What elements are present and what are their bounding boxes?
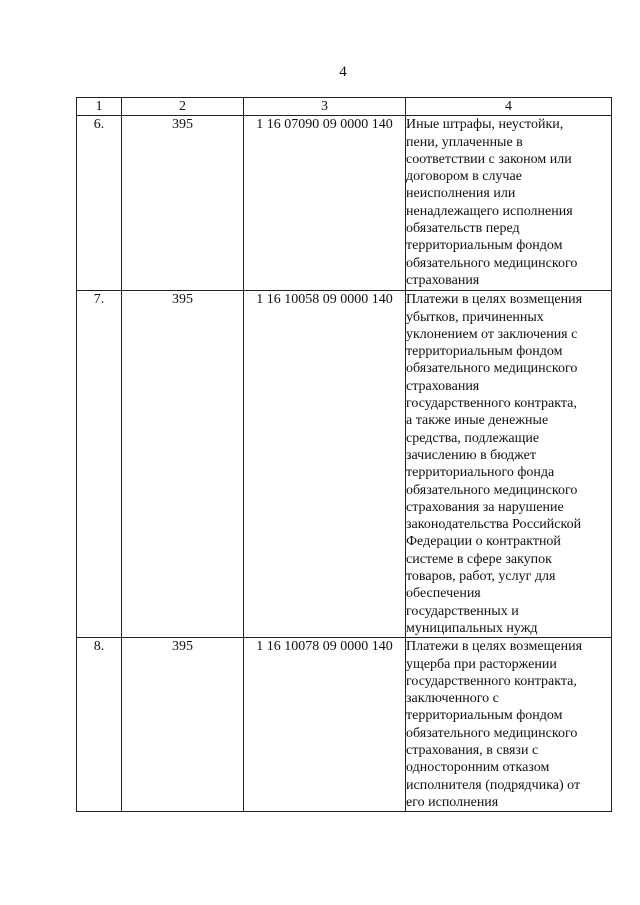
description-line: Платежи в целях возмещения	[406, 639, 583, 655]
description-line: обязательного медицинского	[406, 361, 578, 377]
description-line: односторонним отказом	[406, 760, 550, 776]
income-code: 1 16 07090 09 0000 140	[244, 116, 406, 291]
table-row	[77, 116, 612, 291]
description-line: государственного контракта,	[406, 673, 577, 689]
description-line: обеспечения	[406, 586, 481, 602]
income-code: 1 16 10058 09 0000 140	[244, 291, 406, 638]
description-line: обязательного медицинского	[406, 255, 578, 271]
admin-code: 395	[122, 291, 244, 638]
description-line: Иные штрафы, неустойки,	[406, 117, 564, 133]
row-number: 8.	[77, 638, 122, 812]
admin-code: 395	[122, 116, 244, 291]
description-line: системе в сфере закупок	[406, 551, 552, 567]
description-line: договором в случае	[406, 169, 522, 185]
description-line: территориального фонда	[406, 465, 555, 481]
description-line: уклонением от заключения с	[406, 326, 578, 342]
description-line: ущерба при расторжении	[406, 656, 557, 672]
description-line: государственных и	[406, 603, 519, 619]
description-line: территориальным фондом	[406, 344, 563, 360]
description-line: неисполнения или	[406, 186, 516, 202]
income-code: 1 16 10078 09 0000 140	[244, 638, 406, 812]
description-line: территориальным фондом	[406, 708, 563, 724]
description-line: страхования	[406, 378, 480, 394]
table-row	[77, 291, 612, 638]
description-line: заключенного с	[406, 691, 499, 707]
table-header-row	[77, 98, 612, 116]
income-description	[406, 116, 612, 291]
page-number: 4	[339, 64, 347, 80]
description-line: товаров, работ, услуг для	[406, 569, 556, 585]
description-line: убытков, причиненных	[406, 309, 544, 325]
description-line: страхования за нарушение	[406, 499, 564, 515]
description-line: зачислению в бюджет	[406, 447, 536, 463]
description-line: средства, подлежащие	[406, 430, 540, 446]
description-line: а также иные денежные	[406, 413, 549, 429]
description-line: страхования, в связи с	[406, 743, 539, 759]
column-header-2: 2	[122, 98, 244, 116]
description-line: муниципальных нужд	[406, 620, 538, 636]
description-line: обязательств перед	[406, 221, 520, 237]
table-row	[77, 638, 612, 812]
description-line: пени, уплаченные в	[406, 134, 523, 150]
description-line: его исполнения	[406, 794, 499, 810]
description-line: страхования	[406, 272, 480, 288]
description-line: государственного контракта,	[406, 396, 577, 412]
description-line: исполнителя (подрядчика) от	[406, 777, 581, 793]
description-line: соответствии с законом или	[406, 151, 572, 167]
description-line: обязательного медицинского	[406, 482, 578, 498]
income-description	[406, 291, 612, 638]
column-header-3: 3	[244, 98, 406, 116]
description-line: территориальным фондом	[406, 238, 563, 254]
column-header-4: 4	[406, 98, 612, 116]
row-number: 6.	[77, 116, 122, 291]
description-line: Федерации о контрактной	[406, 534, 561, 550]
description-line: законодательства Российской	[406, 517, 582, 533]
income-description	[406, 638, 612, 812]
description-line: Платежи в целях возмещения	[406, 292, 583, 308]
admin-code: 395	[122, 638, 244, 812]
description-line: обязательного медицинского	[406, 725, 578, 741]
description-line: ненадлежащего исполнения	[406, 203, 573, 219]
column-header-1: 1	[77, 98, 122, 116]
income-codes-table	[76, 97, 612, 812]
row-number: 7.	[77, 291, 122, 638]
